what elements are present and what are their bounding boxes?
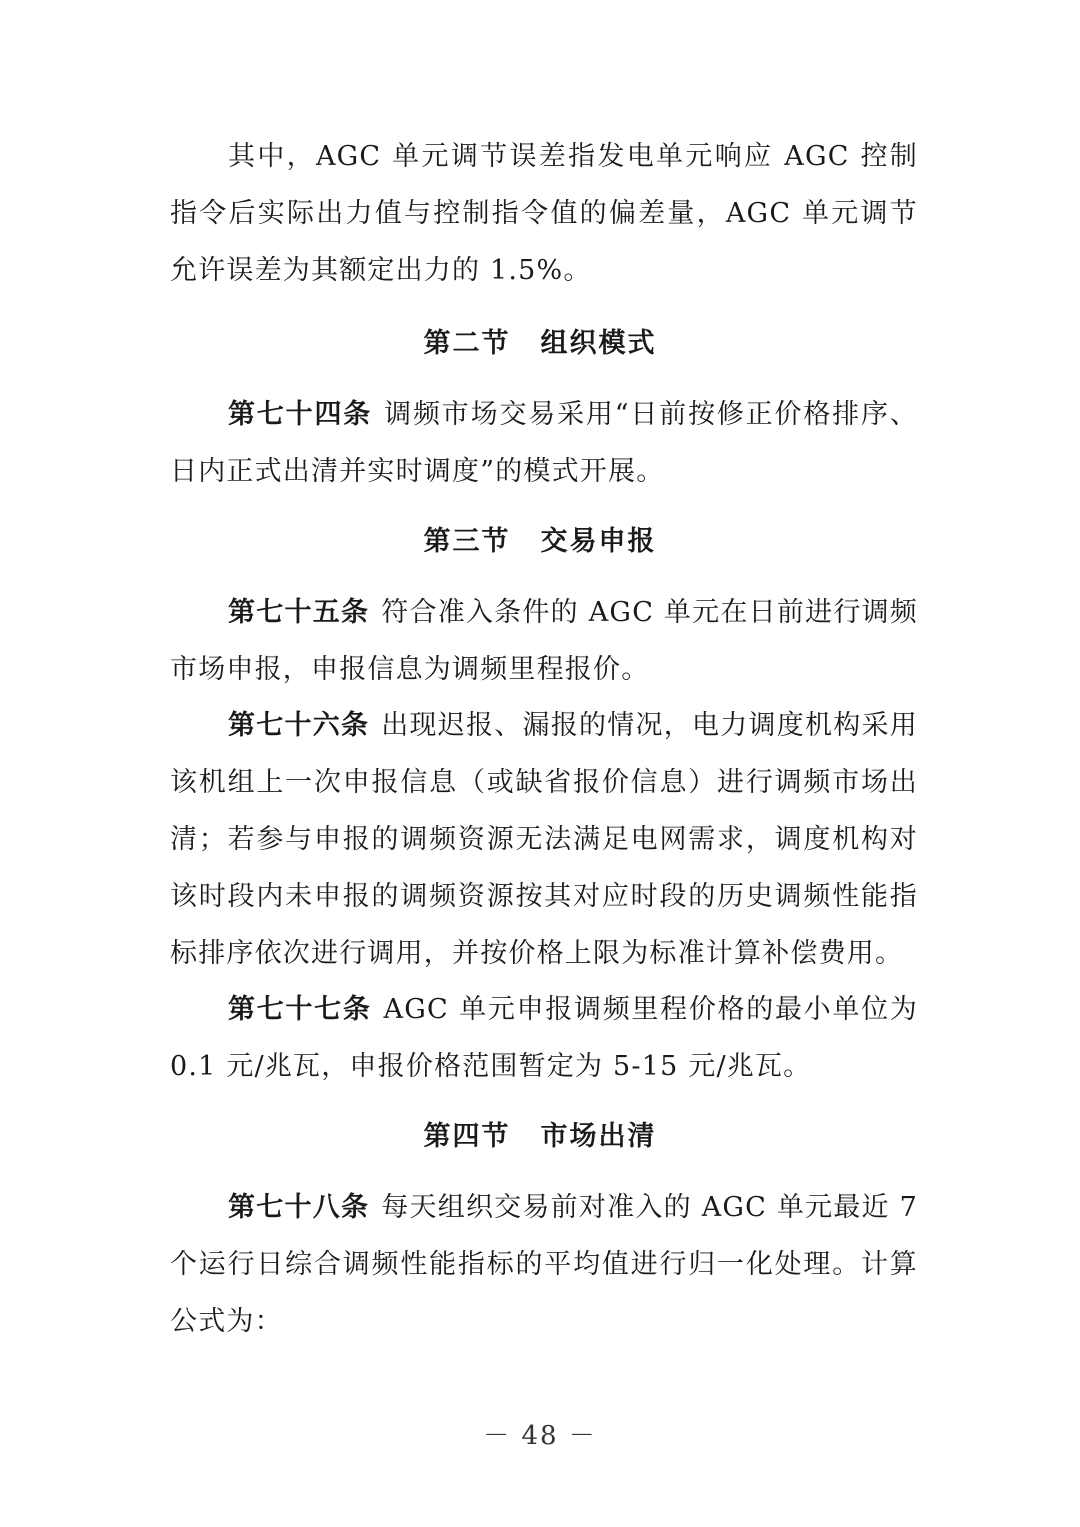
article-76 [170, 697, 918, 982]
page-number: － 48 － [483, 1421, 597, 1451]
article-76-text: 出现迟报、漏报的情况，电力调度机构采用该机组上一次申报信息（或缺省报价信息）进行调频市场出清；若参与申报的调频资源无法满足电网需求，调度机构对该时段内未申报的调频资源按其对应时段的历史调频性能指标排序依次进行调用，并按价格上限为标准计算补偿费用。 [170, 710, 918, 969]
article-75-text: 符合准入条件的 AGC 单元在日前进行调频市场申报，申报信息为调频里程报价。 [170, 597, 919, 685]
article-78 [170, 1179, 918, 1350]
article-74-text: 调频市场交易采用“日前按修正价格排序、日内正式出清并实时调度”的模式开展。 [170, 399, 919, 487]
article-75 [170, 584, 918, 698]
article-77 [170, 981, 918, 1095]
section-3-title: 交易申报 [540, 526, 657, 557]
article-78-number: 第七十八条 [228, 1192, 370, 1223]
intro-paragraph [170, 128, 918, 299]
article-74-number: 第七十四条 [228, 399, 373, 430]
article-77-text: AGC 单元申报调频里程价格的最小单位为 0.1 元/兆瓦，申报价格范围暂定为 5-15 元/兆瓦。 [170, 994, 918, 1082]
article-74 [170, 386, 918, 500]
intro-text: 其中，AGC 单元调节误差指发电单元响应 AGC 控制指令后实际出力值与控制指令值的偏差量，AGC 单元调节允许误差为其额定出力的 1.5%。 [170, 141, 918, 286]
section-2-title: 组织模式 [540, 328, 657, 359]
section-2-heading [0, 324, 1080, 364]
section-4-title: 市场出清 [540, 1121, 657, 1152]
section-3-number: 第三节 [423, 526, 511, 557]
article-77-number: 第七十七条 [228, 994, 372, 1025]
section-4-heading [0, 1117, 1080, 1157]
section-3-heading [0, 522, 1080, 562]
article-75-number: 第七十五条 [228, 597, 370, 628]
article-76-number: 第七十六条 [228, 710, 370, 741]
section-4-number: 第四节 [423, 1121, 511, 1152]
article-78-text: 每天组织交易前对准入的 AGC 单元最近 7 个运行日综合调频性能指标的平均值进行归一化处理。计算公式为： [170, 1192, 919, 1337]
section-2-number: 第二节 [423, 328, 511, 359]
